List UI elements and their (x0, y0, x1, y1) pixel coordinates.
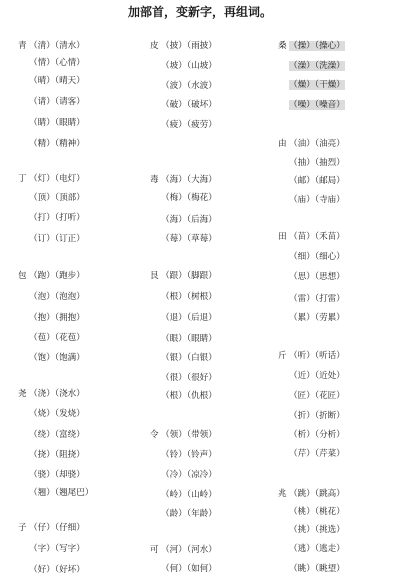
base-character: 斤 (278, 351, 287, 361)
word-entry (278, 139, 345, 150)
new-character-and-word: （浇）（浇水） (29, 389, 85, 399)
word-entry (278, 176, 345, 187)
new-character-and-word: （披）（雨披） (161, 41, 217, 51)
base-character: 可 (150, 545, 159, 555)
new-character-and-word: （银）（白银） (161, 353, 217, 363)
word-entry (278, 158, 345, 169)
word-entry (18, 213, 85, 224)
word-entry (150, 490, 217, 501)
word-entry (18, 409, 85, 420)
word-entry (278, 272, 345, 283)
new-character-and-word: （抽）（抽烈） (289, 158, 345, 168)
new-character-and-word: （精）（精神） (29, 139, 85, 149)
word-entry (278, 41, 345, 52)
new-character-and-word: （岭）（山岭） (161, 490, 217, 500)
word-entry (278, 252, 345, 263)
word-entry (278, 351, 345, 362)
word-entry (278, 411, 345, 422)
new-character-and-word: （燥）（干燥） (289, 80, 345, 90)
word-entry (18, 41, 85, 52)
word-entry (18, 523, 85, 534)
new-character-and-word: （根）（仇根） (161, 391, 217, 401)
word-entry (150, 271, 217, 282)
new-character-and-word: （灯）（电灯） (29, 174, 85, 184)
word-entry (18, 234, 85, 245)
word-entry (150, 215, 217, 226)
new-character-and-word: （波）（水波） (161, 81, 217, 91)
word-entry (18, 97, 85, 108)
word-entry (18, 139, 85, 150)
new-character-and-word: （邮）（邮局） (289, 176, 345, 186)
new-character-and-word: （河）（河水） (161, 545, 217, 555)
new-character-and-word: （挑）（挑选） (289, 525, 345, 535)
word-entry (150, 430, 217, 441)
new-character-and-word: （跟）（脚跟） (161, 271, 217, 281)
new-character-and-word: （庙）（寺庙） (289, 195, 345, 205)
new-character-and-word: （梅）（梅花） (161, 193, 217, 203)
new-character-and-word: （思）（思想） (289, 272, 345, 282)
new-character-and-word: （何）（如何） (161, 564, 217, 574)
new-character-and-word: （近）（近处） (289, 371, 345, 381)
word-entry (150, 545, 217, 556)
new-character-and-word: （铃）（铃声） (161, 450, 217, 460)
new-character-and-word: （退）（后退） (161, 313, 217, 323)
word-entry (150, 292, 217, 303)
base-character: 包 (18, 271, 27, 281)
word-entry (150, 61, 217, 72)
new-character-and-word: （翘）（翘尾巴） (29, 488, 94, 498)
word-entry (150, 41, 217, 52)
word-entry (278, 371, 345, 382)
word-entry (150, 334, 217, 345)
new-character-and-word: （听）（听话） (289, 351, 345, 361)
new-character-and-word: （坡）（山坡） (161, 61, 217, 71)
word-entry (278, 80, 345, 91)
word-entry (18, 333, 85, 344)
new-character-and-word: （挠）（阻挠） (29, 450, 85, 460)
word-entry (18, 353, 85, 364)
new-character-and-word: （疲）（疲劳） (161, 120, 217, 130)
word-entry (150, 470, 217, 481)
new-character-and-word: （龄）（年龄） (161, 509, 217, 519)
word-entry (278, 391, 345, 402)
new-character-and-word: （绕）（富绕） (29, 430, 85, 440)
word-entry (278, 449, 345, 460)
word-entry (278, 430, 345, 441)
word-entry (18, 271, 85, 282)
new-character-and-word: （苗）（禾苗） (289, 232, 345, 242)
new-character-and-word: （破）（破坏） (161, 100, 217, 110)
new-character-and-word: （顶）（顶部） (29, 193, 85, 203)
word-entry (150, 564, 217, 575)
new-character-and-word: （很）（很好） (161, 373, 217, 383)
word-entry (150, 100, 217, 111)
base-character: 子 (18, 523, 27, 533)
new-character-and-word: （匠）（花匠） (289, 391, 345, 401)
new-character-and-word: （睛）（眼睛） (29, 118, 85, 128)
new-character-and-word: （饱）（饱满） (29, 353, 85, 363)
base-character: 艮 (150, 271, 159, 281)
base-character: 青 (18, 41, 27, 51)
new-character-and-word: （析）（分析） (289, 430, 345, 440)
new-character-and-word: （根）（树根） (161, 292, 217, 302)
new-character-and-word: （操）（操心） (289, 41, 345, 51)
new-character-and-word: （芹）（芹菜） (289, 449, 345, 459)
word-entry (278, 195, 345, 206)
word-entry (150, 373, 217, 384)
word-entry (278, 507, 345, 518)
new-character-and-word: （细）（细心） (289, 252, 345, 262)
new-character-and-word: （烧）（发烧） (29, 409, 85, 419)
word-entry (150, 509, 217, 520)
word-entry (150, 81, 217, 92)
word-entry (18, 389, 85, 400)
word-entry (18, 450, 85, 461)
word-entry (150, 234, 217, 245)
word-entry (278, 489, 345, 500)
new-character-and-word: （抱）（拥抱） (29, 313, 85, 323)
word-entry (278, 294, 345, 305)
word-entry (278, 313, 345, 324)
new-character-and-word: （情）（心情） (29, 58, 85, 68)
base-character: 丁 (18, 174, 27, 184)
new-character-and-word: （好）（好坏） (29, 565, 85, 575)
worksheet-title: 加部首，变新字，再组词。 (127, 5, 272, 19)
word-entry (150, 193, 217, 204)
new-character-and-word: （眼）（眼睛） (161, 334, 217, 344)
new-character-and-word: （领）（带领） (161, 430, 217, 440)
word-entry (18, 76, 85, 87)
word-entry (18, 488, 93, 499)
new-character-and-word: （莓）（草莓） (161, 234, 217, 244)
new-character-and-word: （折）（折断） (289, 411, 345, 421)
word-entry (18, 313, 85, 324)
word-entry (18, 118, 85, 129)
new-character-and-word: （苞）（花苞） (29, 333, 85, 343)
new-character-and-word: （雷）（打雷） (289, 294, 345, 304)
word-entry (278, 525, 345, 536)
new-character-and-word: （逃）（逃走） (289, 544, 345, 554)
base-character: 尧 (18, 389, 27, 399)
new-character-and-word: （打）（打听） (29, 213, 85, 223)
base-character: 兆 (278, 489, 287, 499)
word-entry (18, 174, 85, 185)
new-character-and-word: （晴）（晴天） (29, 76, 85, 86)
new-character-and-word: （仔）（仔细） (29, 523, 85, 533)
new-character-and-word: （眺）（眺望） (289, 564, 345, 574)
new-character-and-word: （清）（清水） (29, 41, 85, 51)
new-character-and-word: （噪）（噪音） (289, 100, 345, 110)
base-character: 田 (278, 232, 287, 242)
word-entry (150, 391, 217, 402)
new-character-and-word: （油）（油亮） (289, 139, 345, 149)
word-entry (278, 232, 345, 243)
word-entry (18, 565, 85, 576)
new-character-and-word: （骁）（却骁） (29, 470, 85, 480)
new-character-and-word: （订）（订正） (29, 234, 85, 244)
new-character-and-word: （海）（大海） (161, 175, 217, 185)
word-entry (150, 313, 217, 324)
word-entry (278, 564, 345, 575)
base-character: 令 (150, 430, 159, 440)
new-character-and-word: （请）（请客） (29, 97, 85, 107)
word-entry (18, 193, 85, 204)
word-entry (278, 100, 345, 111)
word-entry (278, 544, 345, 555)
word-entry (18, 470, 85, 481)
new-character-and-word: （累）（劳累） (289, 313, 345, 323)
base-character: 桑 (278, 41, 287, 51)
word-entry (150, 120, 217, 131)
word-entry (18, 58, 85, 69)
word-entry (278, 61, 345, 72)
new-character-and-word: （泡）（泡泡） (29, 292, 85, 302)
base-character: 由 (278, 139, 287, 149)
new-character-and-word: （跑）（跑步） (29, 271, 85, 281)
new-character-and-word: （桃）（桃花） (289, 507, 345, 517)
new-character-and-word: （澡）（洗澡） (289, 61, 345, 71)
base-character: 毒 (150, 175, 159, 185)
word-entry (18, 544, 85, 555)
word-entry (18, 292, 85, 303)
new-character-and-word: （字）（写字） (29, 544, 85, 554)
word-entry (150, 450, 217, 461)
base-character: 皮 (150, 41, 159, 51)
word-entry (150, 175, 217, 186)
word-entry (18, 430, 85, 441)
new-character-and-word: （海）（后海） (161, 215, 217, 225)
word-entry (150, 353, 217, 364)
new-character-and-word: （冷）（凉冷） (161, 470, 217, 480)
new-character-and-word: （跳）（跳高） (289, 489, 345, 499)
